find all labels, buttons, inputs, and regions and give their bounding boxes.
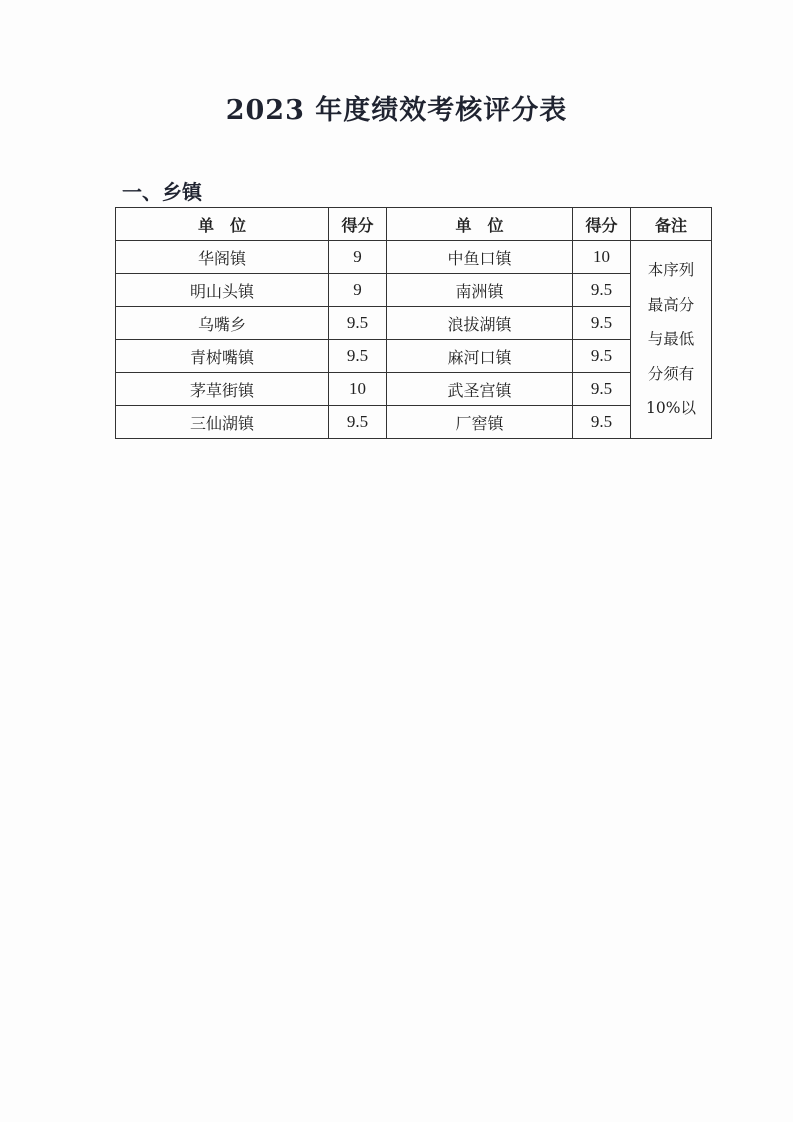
score-value: 9.5 xyxy=(329,406,387,439)
remark-line: 最高分 xyxy=(647,295,695,314)
unit-name: 中鱼口镇 xyxy=(387,241,573,274)
table-row xyxy=(116,406,712,439)
score-value: 9.5 xyxy=(329,307,387,340)
table-row xyxy=(116,340,712,373)
header-unit-right: 单 位 xyxy=(387,208,573,241)
score-value: 9.5 xyxy=(573,406,631,439)
score-value: 10 xyxy=(573,241,631,274)
score-value: 9.5 xyxy=(573,307,631,340)
unit-name: 明山头镇 xyxy=(116,274,329,307)
table-header-row xyxy=(116,208,712,241)
unit-name: 厂窖镇 xyxy=(387,406,573,439)
remark-line: 本序列 xyxy=(647,261,695,280)
score-value: 10 xyxy=(329,373,387,406)
score-value: 9 xyxy=(329,274,387,307)
remark-cell xyxy=(631,241,712,439)
table-row xyxy=(116,274,712,307)
header-score-left: 得分 xyxy=(329,208,387,241)
header-score-right: 得分 xyxy=(573,208,631,241)
score-value: 9.5 xyxy=(573,373,631,406)
unit-name: 茅草街镇 xyxy=(116,373,329,406)
score-value: 9.5 xyxy=(573,274,631,307)
remark-line: 与最低 xyxy=(647,330,695,349)
table-row xyxy=(116,241,712,274)
remark-line: 10%以 xyxy=(646,399,696,418)
unit-name: 乌嘴乡 xyxy=(116,307,329,340)
table-row xyxy=(116,307,712,340)
score-value: 9 xyxy=(329,241,387,274)
score-value: 9.5 xyxy=(573,340,631,373)
score-value: 9.5 xyxy=(329,340,387,373)
unit-name: 麻河口镇 xyxy=(387,340,573,373)
score-table xyxy=(115,207,712,439)
unit-name: 华阁镇 xyxy=(116,241,329,274)
header-unit-left: 单 位 xyxy=(116,208,329,241)
section-heading: 一、乡镇 xyxy=(122,180,202,204)
unit-name: 浪拔湖镇 xyxy=(387,307,573,340)
page-title: 2023 年度绩效考核评分表 xyxy=(225,95,568,126)
unit-name: 三仙湖镇 xyxy=(116,406,329,439)
unit-name: 武圣宫镇 xyxy=(387,373,573,406)
header-remark: 备注 xyxy=(631,208,712,241)
unit-name: 南洲镇 xyxy=(387,274,573,307)
remark-line: 分须有 xyxy=(647,364,695,383)
table-row xyxy=(116,373,712,406)
unit-name: 青树嘴镇 xyxy=(116,340,329,373)
